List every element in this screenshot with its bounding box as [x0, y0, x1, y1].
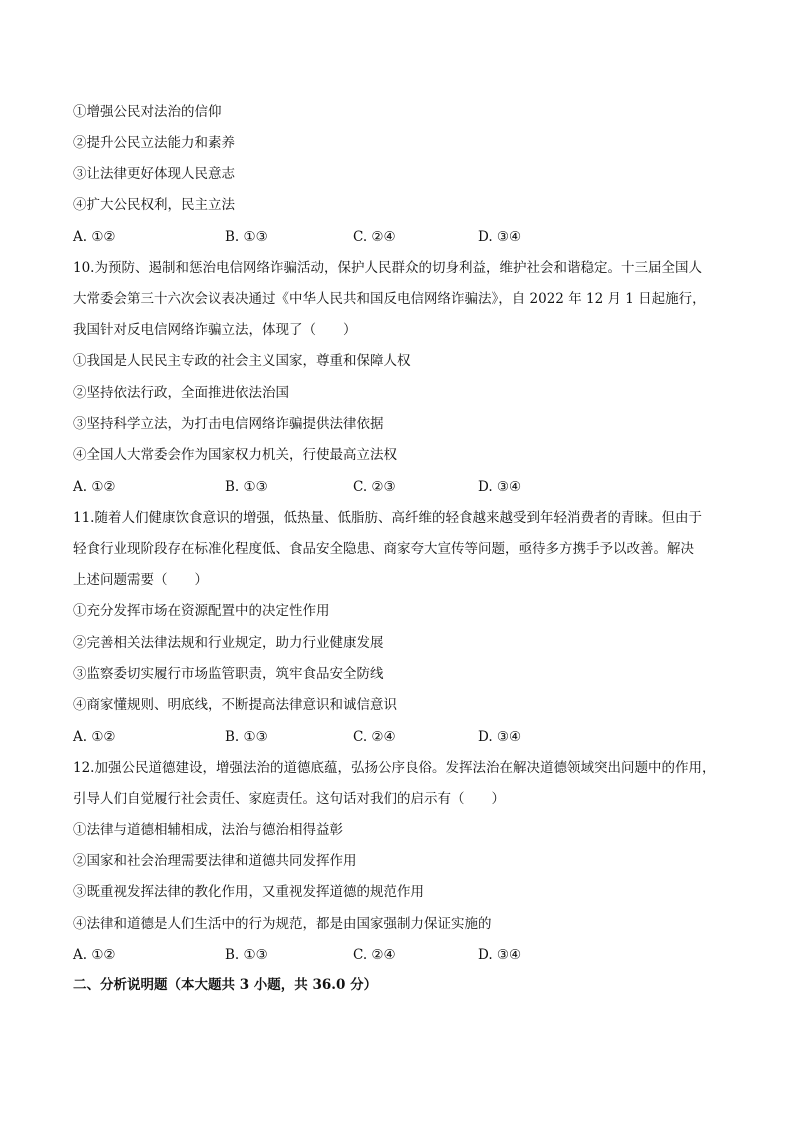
choice-a: A. ①②: [73, 947, 116, 963]
question-11-stem-line-1: 11.随着人们健康饮食意识的增强，低热量、低脂肪、高纤维的轻食越来越受到年轻消费者的青睐。但由于: [73, 510, 702, 526]
question-10-option-4: ④全国人大常委会作为国家权力机关，行使最高立法权: [73, 447, 397, 463]
question-11-choices: [73, 729, 633, 745]
choice-d: D. ③④: [478, 479, 522, 495]
question-12-stem-line-1: 12.加强公民道德建设，增强法治的道德底蕴，弘扬公序良俗。发挥法治在解决道德领域突出问题中的作用，: [73, 760, 716, 776]
question-11-option-2: ②完善相关法律法规和行业规定，助力行业健康发展: [73, 635, 384, 651]
choice-c: C. ②④: [353, 947, 396, 963]
choice-a: A. ①②: [73, 229, 116, 245]
question-12-option-4: ④法律和道德是人们生活中的行为规范，都是由国家强制力保证实施的: [73, 916, 492, 932]
question-12-option-2: ②国家和社会治理需要法律和道德共同发挥作用: [73, 853, 357, 869]
question-12-option-1: ①法律与道德相辅相成，法治与德治相得益彰: [73, 822, 343, 838]
choice-b: B. ①③: [225, 729, 268, 745]
question-10-stem-line-3: 我国针对反电信网络诈骗立法，体现了（ ）: [73, 322, 357, 338]
choice-c: C. ②④: [353, 229, 396, 245]
question-12-option-3: ③既重视发挥法律的教化作用，又重视发挥道德的规范作用: [73, 884, 424, 900]
question-10-option-1: ①我国是人民民主专政的社会主义国家，尊重和保障人权: [73, 353, 411, 369]
choice-d: D. ③④: [478, 947, 522, 963]
option-4: ④扩大公民权利，民主立法: [73, 197, 235, 213]
question-11-option-4: ④商家懂规则、明底线，不断提高法律意识和诚信意识: [73, 697, 397, 713]
question-11-option-1: ①充分发挥市场在资源配置中的决定性作用: [73, 603, 330, 619]
question-10-stem-line-1: 10.为预防、遏制和惩治电信网络诈骗活动，保护人民群众的切身利益，维护社会和谐稳定。十三届全国人: [73, 260, 702, 276]
question-10-stem-line-2: 大常委会第三十六次会议表决通过《中华人民共和国反电信网络诈骗法》，自 2022 年 12 月 1 日起施行，: [73, 291, 706, 307]
choice-a: A. ①②: [73, 729, 116, 745]
question-10-option-2: ②坚持依法行政，全面推进依法治国: [73, 385, 289, 401]
option-1: ①增强公民对法治的信仰: [73, 104, 222, 120]
choice-a: A. ①②: [73, 479, 116, 495]
question-10-option-3: ③坚持科学立法，为打击电信网络诈骗提供法律依据: [73, 416, 384, 432]
choice-b: B. ①③: [225, 229, 268, 245]
choice-c: C. ②④: [353, 729, 396, 745]
choice-d: D. ③④: [478, 729, 522, 745]
choice-b: B. ①③: [225, 479, 268, 495]
question-12-choices: [73, 947, 633, 963]
option-3: ③让法律更好体现人民意志: [73, 166, 235, 182]
choice-d: D. ③④: [478, 229, 522, 245]
choice-c: C. ②③: [353, 479, 396, 495]
question-10-choices: [73, 479, 633, 495]
section-heading: 二、分析说明题（本大题共 3 小题，共 36.0 分）: [73, 977, 378, 993]
answer-choices: [73, 229, 633, 245]
question-11-stem-line-2: 轻食行业现阶段存在标准化程度低、食品安全隐患、商家夸大宣传等问题，亟待多方携手予以改善。解决: [73, 541, 694, 557]
option-2: ②提升公民立法能力和素养: [73, 135, 235, 151]
choice-b: B. ①③: [225, 947, 268, 963]
question-11-stem-line-3: 上述问题需要（ ）: [73, 572, 208, 588]
question-11-option-3: ③监察委切实履行市场监管职责，筑牢食品安全防线: [73, 666, 384, 682]
question-12-stem-line-2: 引导人们自觉履行社会责任、家庭责任。这句话对我们的启示有（ ）: [73, 791, 505, 807]
